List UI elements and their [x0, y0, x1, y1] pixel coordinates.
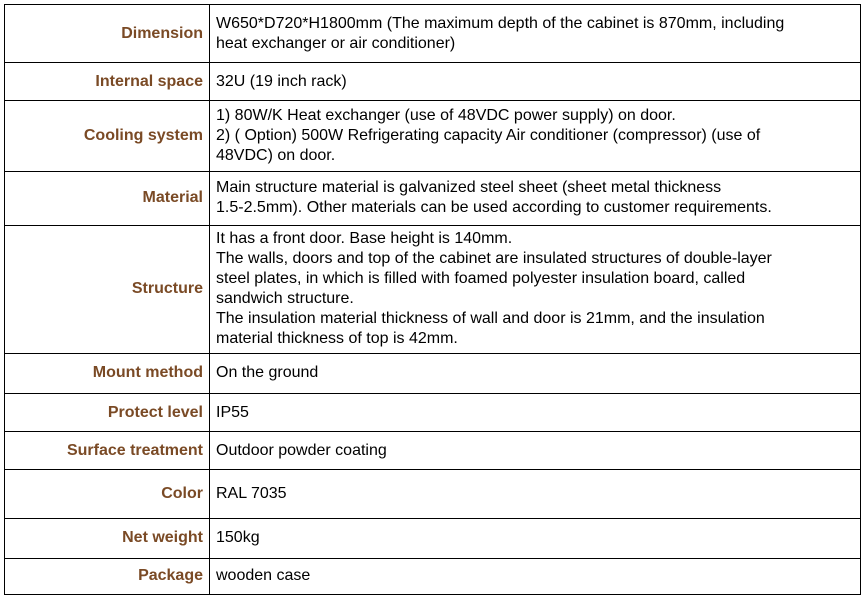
spec-value [210, 432, 861, 470]
spec-row [5, 5, 861, 63]
spec-table-body [5, 5, 861, 595]
spec-row [5, 432, 861, 470]
spec-label: Net weight [5, 518, 210, 558]
spec-value-line: 2) ( Option) 500W Refrigerating capacity Air conditioner (compressor) (use of [216, 127, 761, 145]
spec-table [4, 4, 861, 595]
spec-label: Color [5, 470, 210, 518]
spec-row [5, 558, 861, 594]
spec-label: Material [5, 171, 210, 225]
spec-value [210, 101, 861, 171]
spec-value [210, 518, 861, 558]
spec-value [210, 353, 861, 393]
spec-value [210, 5, 861, 63]
spec-row [5, 353, 861, 393]
spec-label: Surface treatment [5, 432, 210, 470]
spec-value-line: It has a front door. Base height is 140mm. [216, 230, 513, 248]
spec-value-line: wooden case [216, 567, 311, 585]
spec-value-line: sandwich structure. [216, 290, 354, 308]
spec-value-line: Main structure material is galvanized steel sheet (sheet metal thickness [216, 179, 722, 197]
spec-value-line: RAL 7035 [216, 484, 287, 502]
spec-label: Mount method [5, 353, 210, 393]
spec-value-line: W650*D720*H1800mm (The maximum depth of the cabinet is 870mm, including [216, 14, 785, 32]
spec-value-line: The insulation material thickness of wall and door is 21mm, and the insulation [216, 310, 765, 328]
spec-label: Dimension [5, 5, 210, 63]
spec-label: Structure [5, 226, 210, 354]
spec-value-line: 1) 80W/K Heat exchanger (use of 48VDC power supply) on door. [216, 107, 676, 125]
spec-label: Internal space [5, 63, 210, 101]
spec-label: Cooling system [5, 101, 210, 171]
spec-value-line: 32U (19 inch rack) [216, 72, 347, 90]
spec-row [5, 226, 861, 354]
spec-row [5, 470, 861, 518]
spec-value-line: The walls, doors and top of the cabinet are insulated structures of double-layer [216, 250, 772, 268]
spec-label: Package [5, 558, 210, 594]
spec-value-line: Outdoor powder coating [216, 441, 387, 459]
spec-row [5, 101, 861, 171]
spec-value-line: 150kg [216, 529, 260, 547]
spec-value [210, 171, 861, 225]
spec-row [5, 63, 861, 101]
spec-value-line: heat exchanger or air conditioner) [216, 34, 456, 52]
spec-value-line: 1.5-2.5mm). Other materials can be used according to customer requirements. [216, 199, 772, 217]
spec-value-line: On the ground [216, 364, 319, 382]
spec-value-line: IP55 [216, 403, 249, 421]
spec-row [5, 393, 861, 431]
spec-value [210, 470, 861, 518]
spec-value-line: material thickness of top is 42mm. [216, 330, 458, 348]
spec-value-line: steel plates, in which is filled with foamed polyester insulation board, called [216, 270, 746, 288]
spec-row [5, 518, 861, 558]
spec-value [210, 226, 861, 354]
spec-value-line: 48VDC) on door. [216, 147, 336, 165]
spec-row [5, 171, 861, 225]
spec-value [210, 63, 861, 101]
spec-label: Protect level [5, 393, 210, 431]
spec-value [210, 393, 861, 431]
spec-value [210, 558, 861, 594]
